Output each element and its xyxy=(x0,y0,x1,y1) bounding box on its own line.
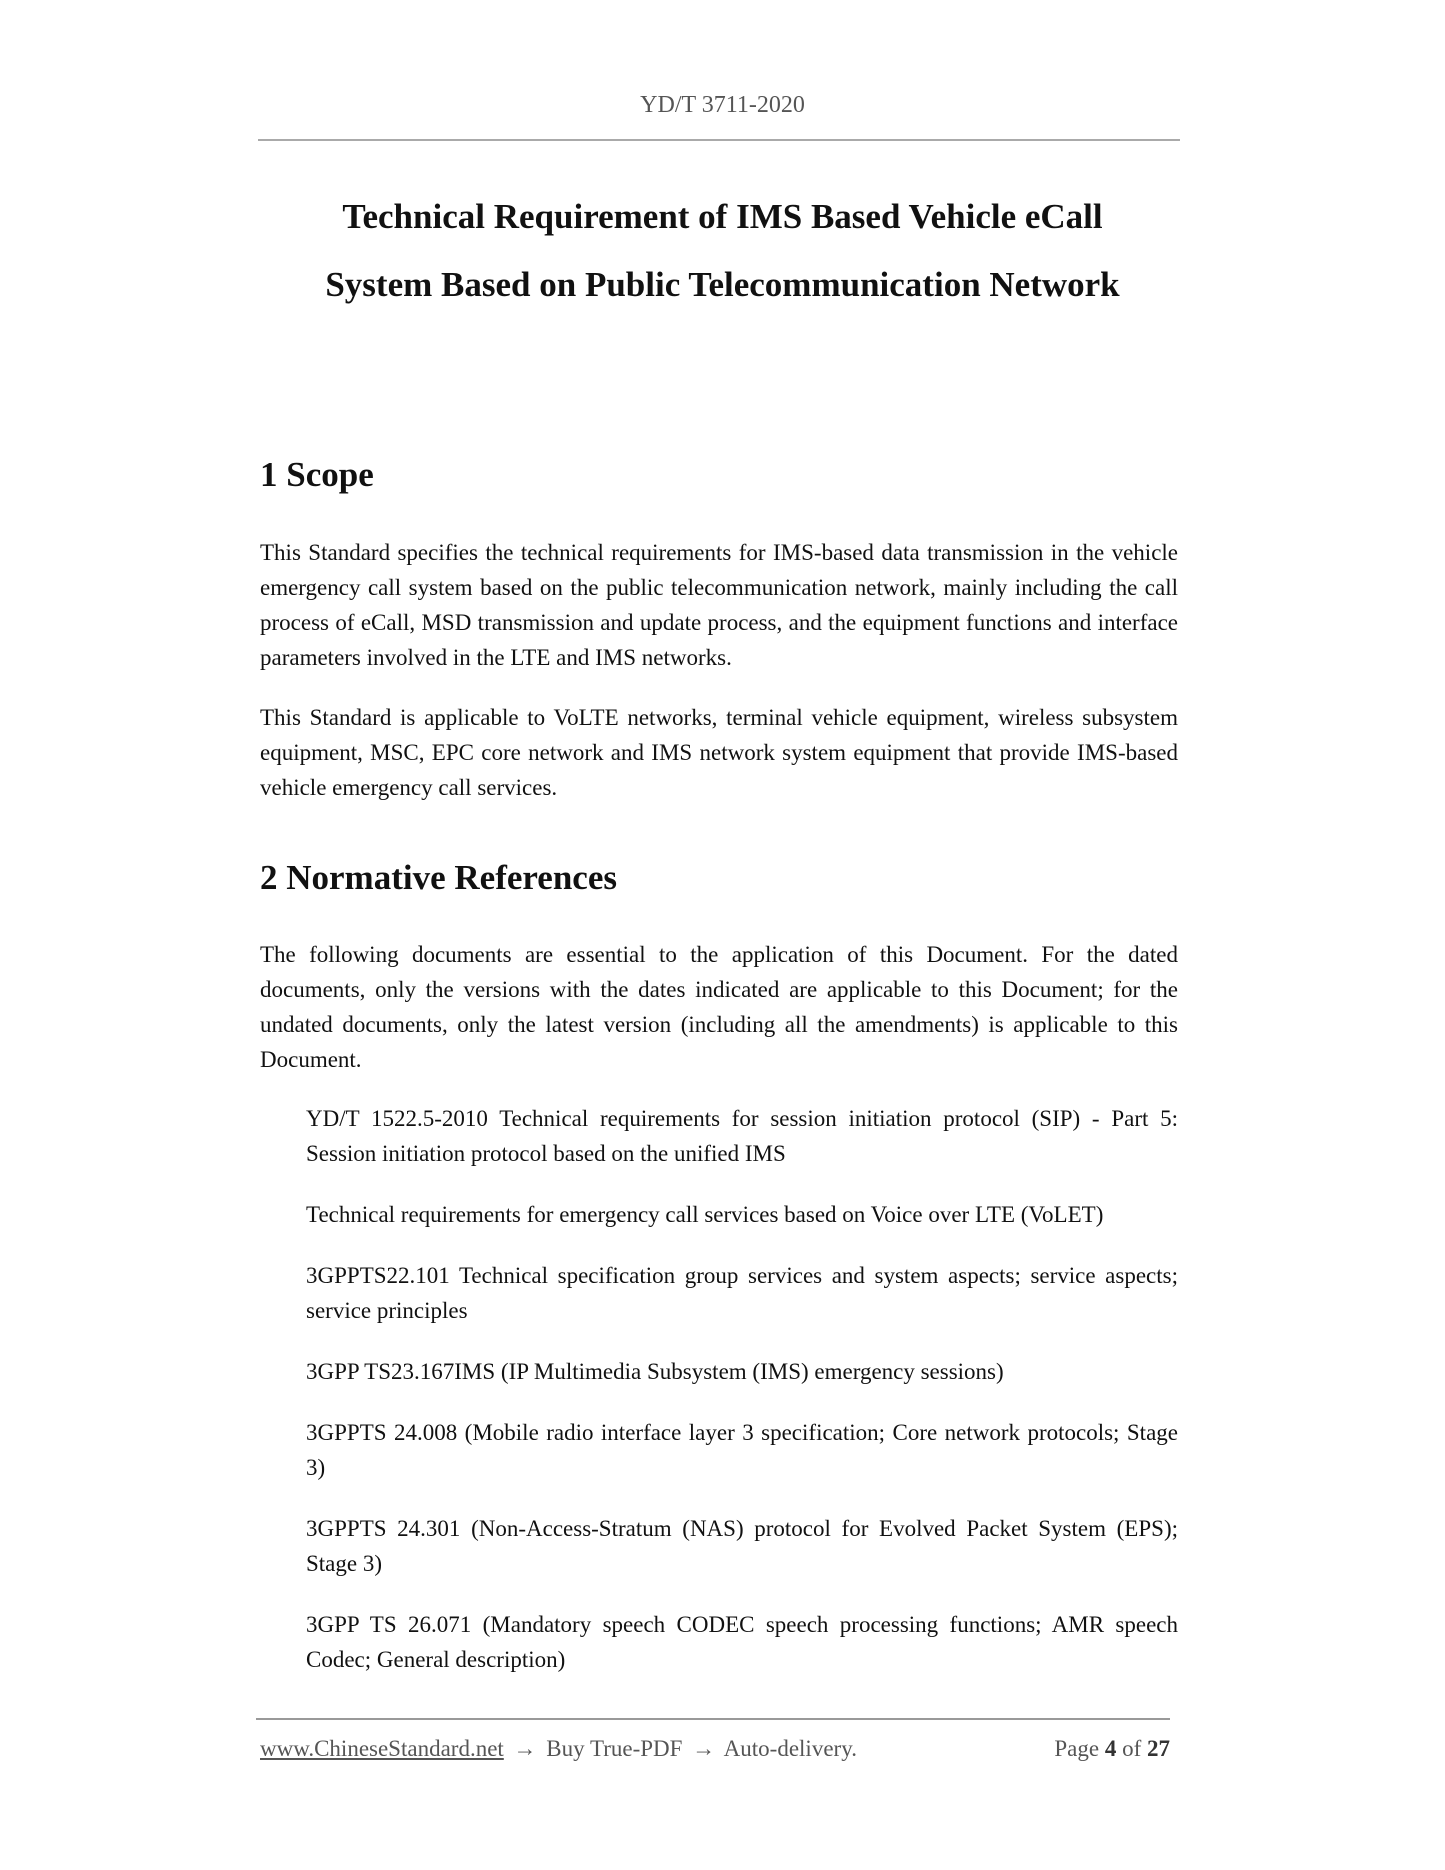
section-heading-scope: 1 Scope xyxy=(260,455,374,494)
section-heading-normative-references: 2 Normative References xyxy=(260,858,617,897)
normative-references-intro: The following documents are essential to the application of this Document. For the dated documents, only the versions with the dates indicated are applicable to this Document; for the undated documents, only the latest version (including all the amendments) is applicable to this Document. xyxy=(260,942,1178,1072)
total-pages: 27 xyxy=(1147,1736,1170,1761)
reference-item: 3GPP TS 26.071 (Mandatory speech CODEC speech processing functions; AMR speech Codec; General description) xyxy=(306,1612,1178,1672)
reference-item: 3GPP TS23.167IMS (IP Multimedia Subsystem (IMS) emergency sessions) xyxy=(306,1359,1004,1384)
of-label: of xyxy=(1122,1736,1142,1761)
document-title-line-2: System Based on Public Telecommunication Network xyxy=(325,265,1120,304)
reference-list xyxy=(306,1101,1178,1703)
scope-paragraph-1: This Standard specifies the technical requirements for IMS-based data transmission in the vehicle emergency call system based on the public telecommunication network, mainly including the call process of eCall, MSD transmission and update process, and the equipment functions and interface parameters involved in the LTE and IMS networks. xyxy=(260,540,1178,670)
page-label: Page xyxy=(1054,1736,1100,1761)
reference-item: 3GPPTS 24.008 (Mobile radio interface layer 3 specification; Core network protocols; Stage 3) xyxy=(306,1420,1178,1480)
current-page: 4 xyxy=(1104,1736,1117,1761)
page-footer xyxy=(260,1736,1170,1766)
auto-delivery-text: Auto-delivery. xyxy=(723,1736,857,1761)
chinesestandard-link[interactable]: www.ChineseStandard.net xyxy=(260,1736,504,1761)
reference-item: YD/T 1522.5-2010 Technical requirements for session initiation protocol (SIP) - Part 5: Session initiation protocol based on the unified IMS xyxy=(306,1106,1178,1166)
document-title-line-1: Technical Requirement of IMS Based Vehicle eCall xyxy=(342,197,1103,236)
scope-paragraph-2: This Standard is applicable to VoLTE networks, terminal vehicle equipment, wireless subsystem equipment, MSC, EPC core network and IMS network system equipment that provide IMS-based vehicle emergency call services. xyxy=(260,705,1178,800)
arrow-right-icon: → xyxy=(513,1736,537,1761)
header-divider xyxy=(258,139,1180,141)
arrow-right-icon: → xyxy=(692,1736,716,1761)
buy-true-pdf-text: Buy True-PDF xyxy=(546,1736,683,1761)
reference-item: Technical requirements for emergency call services based on Voice over LTE (VoLET) xyxy=(306,1202,1104,1227)
footer-promo xyxy=(260,1736,857,1762)
reference-item: 3GPPTS 24.301 (Non-Access-Stratum (NAS) protocol for Evolved Packet System (EPS); Stage 3) xyxy=(306,1516,1178,1576)
page-number xyxy=(1054,1736,1170,1762)
footer-divider xyxy=(256,1718,1170,1720)
document-code-header: YD/T 3711-2020 xyxy=(640,92,805,118)
reference-item: 3GPPTS22.101 Technical specification group services and system aspects; service aspects; service principles xyxy=(306,1263,1178,1323)
